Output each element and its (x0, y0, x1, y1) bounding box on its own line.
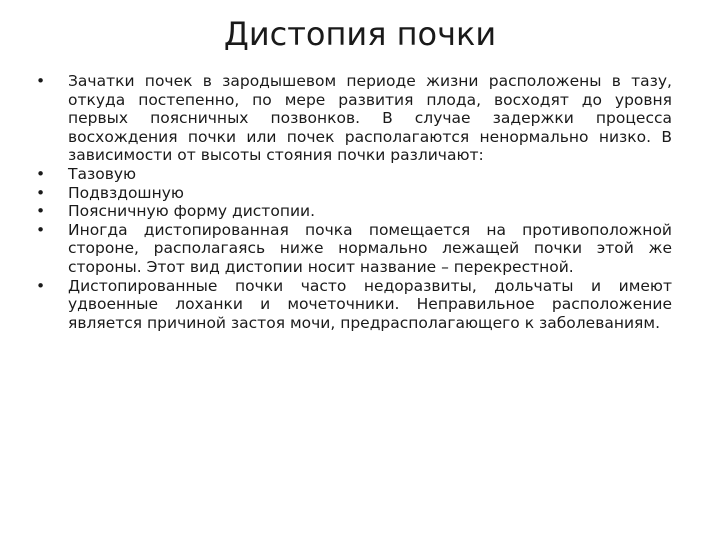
bullet-item (36, 202, 672, 221)
bullet-dot-icon: • (36, 202, 46, 221)
slide-title: Дистопия почки (223, 15, 497, 53)
bullet-text: Зачатки почек в зародышевом периоде жизни расположены в тазу, откуда постепенно, по мере развития плода, восходят до уровня первых поясничных позвонков. В случае задержки процесса восхождения почки или почек располагаются ненормально низко. В зависимости от высоты стояния почки различают: (68, 72, 672, 165)
bullet-dot-icon: • (36, 276, 46, 295)
bullet-text: Иногда дистопированная почка помещается на противоположной стороне, располагаясь ниже нормально лежащей почки этой же стороны. Этот вид дистопии носит название – перекрестной. (68, 220, 672, 276)
bullet-item (36, 72, 672, 165)
bullet-text: Тазовую (68, 164, 137, 183)
bullet-list (36, 72, 672, 332)
bullet-dot-icon: • (36, 72, 46, 90)
bullet-text: Поясничную форму дистопии. (68, 202, 316, 221)
bullet-item (36, 277, 672, 333)
bullet-item (36, 184, 672, 203)
bullet-text: Подвздошную (68, 183, 184, 202)
bullet-dot-icon: • (36, 164, 46, 183)
bullet-item (36, 221, 672, 277)
bullet-text: Дистопированные почки часто недоразвиты, дольчаты и имеют удвоенные лоханки и мочеточники. Неправильное расположение является причиной застоя мочи, предрасполагающего к заболеваниям. (68, 276, 672, 332)
bullet-dot-icon: • (36, 183, 46, 202)
bullet-item (36, 165, 672, 184)
bullet-dot-icon: • (36, 220, 46, 239)
